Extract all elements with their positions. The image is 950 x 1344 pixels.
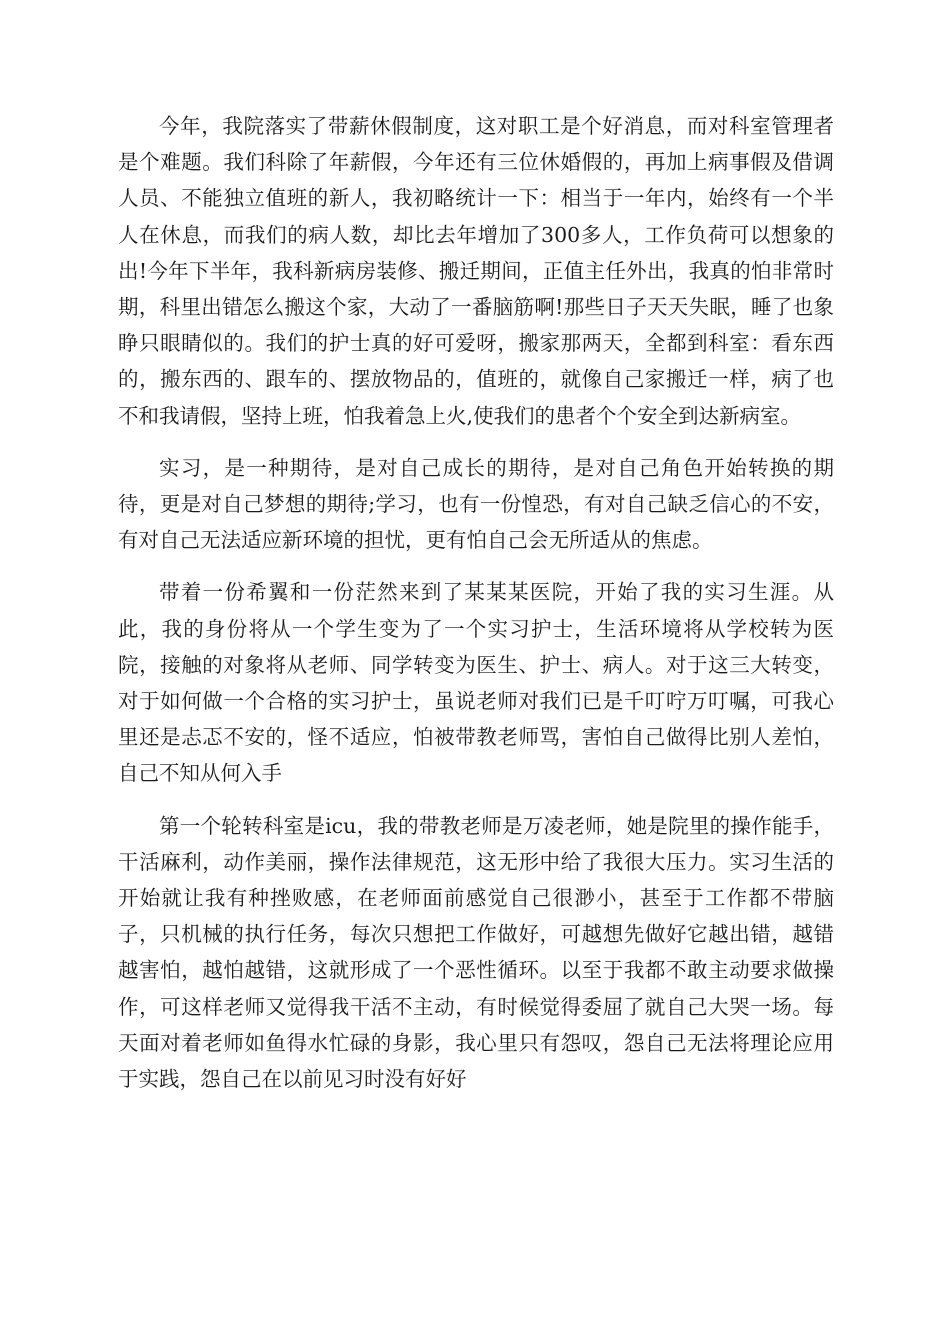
paragraph-paid-leave: 今年，我院落实了带薪休假制度，这对职工是个好消息，而对科室管理者是个难题。我们科除了年薪假，今年还有三位休婚假的，再加上病事假及借调人员、不能独立值班的新人，我初略统计一下：相当于一年内，始终有一个半人在休息，而我们的病人数，却比去年增加了300多人，工作负荷可以想象的出!今年下半年，我科新病房装修、搬迁期间，正值主任外出，我真的怕非常时期，科里出错怎么搬这个家，大动了一番脑筋啊!那些日子天天失眠，睡了也象睁只眼睛似的。我们的护士真的好可爱呀，搬家那两天，全都到科室：看东西的，搬东西的、跟车的、摆放物品的，值班的，就像自己家搬迁一样，病了也不和我请假，坚持上班，怕我着急上火,使我们的患者个个安全到达新病室。 — [118, 114, 834, 428]
document-body — [118, 108, 834, 1113]
paragraph-arrival-hospital: 带着一份希翼和一份茫然来到了某某某医院，开始了我的实习生涯。从此，我的身份将从一个学生变为了一个实习护士，生活环境将从学校转为医院，接触的对象将从老师、同学转变为医生、护士、病人。对于这三大转变，对于如何做一个合格的实习护士，虽说老师对我们已是千叮咛万叮嘱，可我心里还是忐忑不安的，怪不适应，怕被带教老师骂，害怕自己做得比别人差怕，自己不知从何入手 — [118, 580, 834, 786]
paragraph-first-rotation-icu: 第一个轮转科室是icu，我的带教老师是万凌老师，她是院里的操作能手，干活麻利，动作美丽，操作法律规范，这无形中给了我很大压力。实习生活的开始就让我有种挫败感，在老师面前感觉自己很渺小，甚至于工作都不带脑子，只机械的执行任务，每次只想把工作做好，可越想先做好它越出错，越错越害怕，越怕越错，这就形成了一个恶性循环。以至于我都不敢主动要求做操作，可这样老师又觉得我干活不主动，有时候觉得委屈了就自己大哭一场。每天面对着老师如鱼得水忙碌的身影，我心里只有怨叹，怨自己无法将理论应用于实践，怨自己在以前见习时没有好好 — [118, 813, 834, 1092]
paragraph-internship-expectation: 实习，是一种期待，是对自己成长的期待，是对自己角色开始转换的期待，更是对自己梦想的期待;学习，也有一份惶恐，有对自己缺乏信心的不安，有对自己无法适应新环境的担忧，更有怕自己会无所适从的焦虑。 — [118, 455, 834, 553]
